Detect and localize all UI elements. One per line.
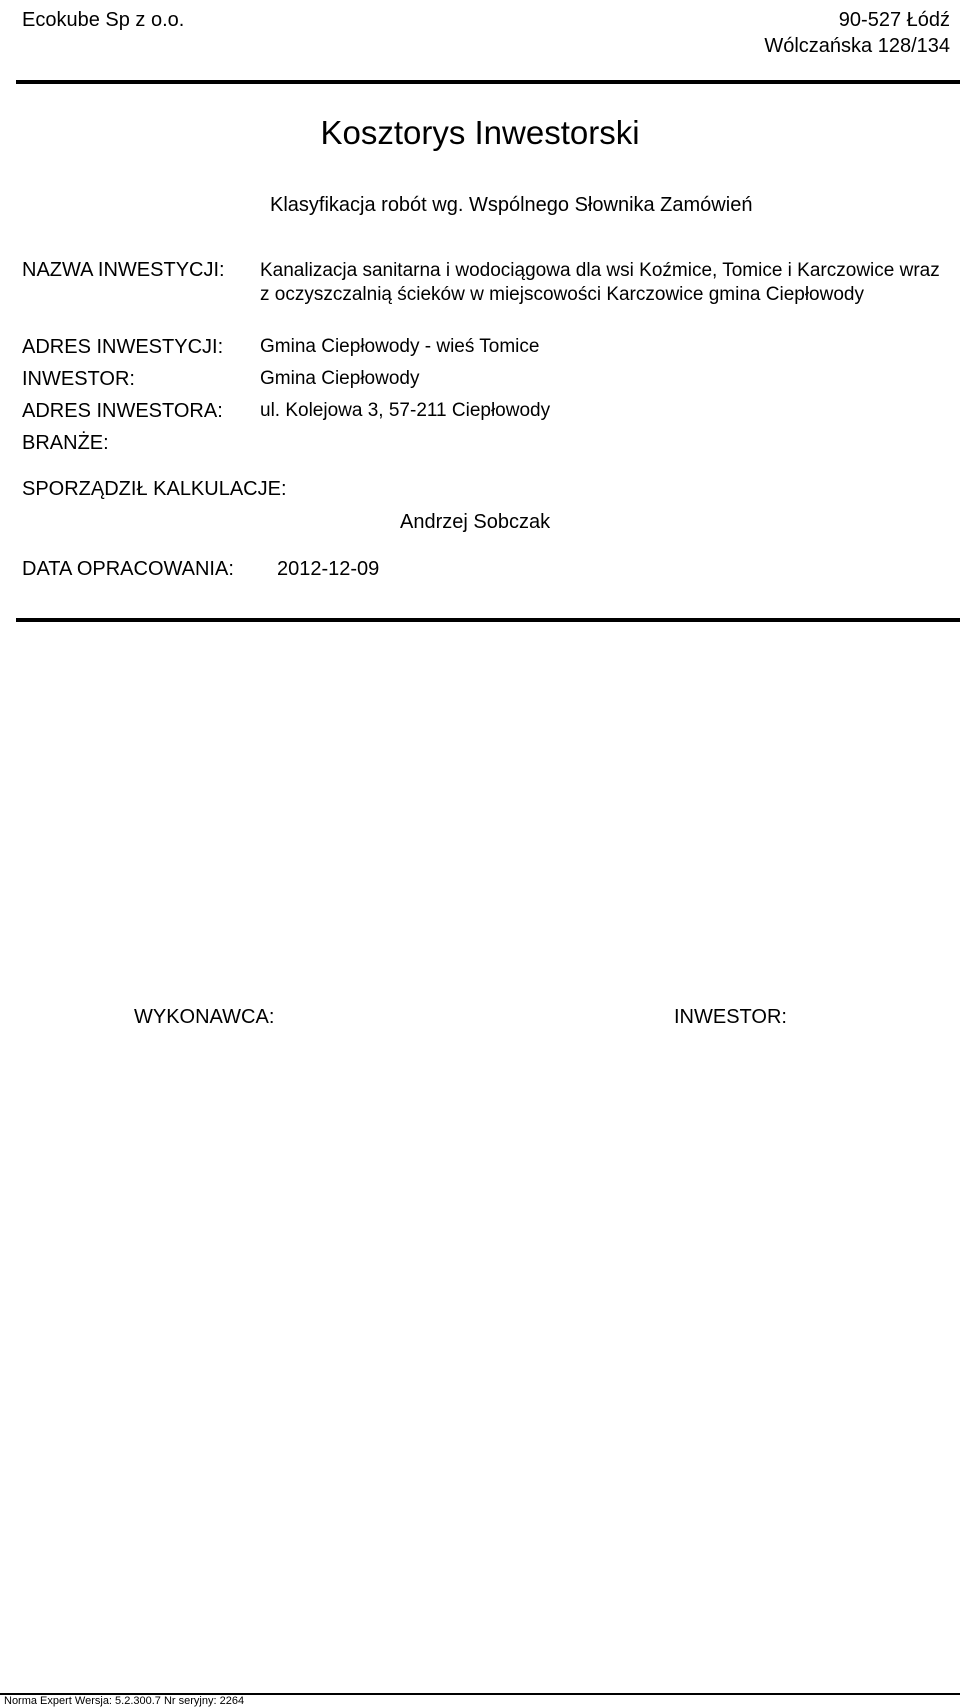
- contractor-signature-label: WYKONAWCA:: [134, 1006, 275, 1028]
- company-address-line2: Wólczańska 128/134: [764, 35, 950, 57]
- investor-signature-label: INWESTOR:: [674, 1006, 787, 1028]
- company-address-line1: 90-527 Łódź: [838, 9, 950, 31]
- document-subtitle: Klasyfikacja robót wg. Wspólnego Słownika Zamówień: [270, 194, 753, 216]
- fields-divider: [16, 618, 960, 622]
- date-label: DATA OPRACOWANIA:: [22, 558, 234, 580]
- company-name: Ecokube Sp z o.o.: [22, 9, 185, 31]
- document-title: Kosztorys Inwestorski: [320, 114, 640, 151]
- prepared-by-value: Andrzej Sobczak: [400, 511, 551, 533]
- prepared-by-label: SPORZĄDZIŁ KALKULACJE:: [22, 478, 287, 500]
- investor-label: INWESTOR:: [22, 368, 135, 390]
- date-value: 2012-12-09: [277, 558, 380, 580]
- header-divider: [16, 80, 960, 84]
- branches-label: BRANŻE:: [22, 432, 109, 454]
- investment-name-label: NAZWA INWESTYCJI:: [22, 259, 225, 281]
- investment-address-value: Gmina Ciepłowody - wieś Tomice: [260, 336, 540, 357]
- investment-name-value: Kanalizacja sanitarna i wodociągowa dla wsi Koźmice, Tomice i Karczowice wraz z oczyszczalnią ścieków w miejscowości Karczowice gmina Ciepłowody: [260, 260, 940, 305]
- investor-address-value: ul. Kolejowa 3, 57-211 Ciepłowody: [260, 400, 551, 421]
- investor-address-label: ADRES INWESTORA:: [22, 400, 223, 422]
- investor-value: Gmina Ciepłowody: [260, 368, 420, 389]
- investment-address-label: ADRES INWESTYCJI:: [22, 336, 224, 358]
- software-footer: Norma Expert Wersja: 5.2.300.7 Nr seryjny: 2264: [4, 1695, 245, 1707]
